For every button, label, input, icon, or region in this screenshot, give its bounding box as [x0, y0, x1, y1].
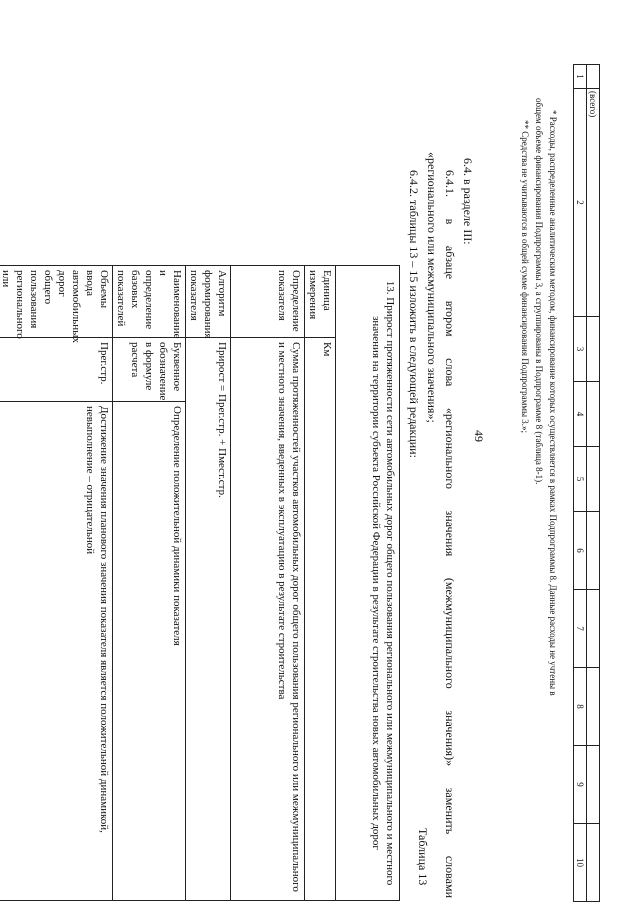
- column-number: 7: [574, 590, 587, 668]
- column-number: 6: [574, 512, 587, 590]
- page-number: 49: [472, 430, 486, 442]
- table-cell: [587, 590, 600, 668]
- table-cell: [587, 65, 600, 89]
- amendment-text: [405, 152, 477, 898]
- table-row: [231, 266, 305, 901]
- row-label: Определение показателя: [231, 266, 305, 338]
- column-number: 2: [574, 89, 587, 317]
- table-row: [305, 266, 336, 901]
- table-row: [186, 266, 231, 901]
- table-cell: [587, 668, 600, 746]
- table-row: [113, 266, 186, 901]
- row-label: Наименование и определение базовых показателей: [113, 266, 186, 338]
- column-number: 10: [574, 824, 587, 902]
- column-header: Буквенное обозначение в формуле расчета: [113, 338, 186, 402]
- table-row: [587, 65, 600, 902]
- paragraph: 6.4.1. в абзаце втором слова «регионального значения (межмуниципального значения)» заменить словами: [443, 170, 457, 898]
- funding-table-fragment: [573, 64, 600, 902]
- table-label: Таблица 13: [416, 828, 430, 886]
- footnote-1-continued: общем объеме финансирования Подпрограммы 3, а сгруппированы в Подпрограмме 8 (таблица 8-1).: [534, 98, 544, 485]
- column-number: 4: [574, 382, 587, 447]
- table-cell: [587, 824, 600, 902]
- paragraph: «регионального или межмуниципального значения»;: [425, 152, 439, 423]
- row-value: Км: [305, 338, 336, 901]
- table-cell: [587, 447, 600, 512]
- row-label: Единица измерения: [305, 266, 336, 338]
- table-title: 13. Прирост протяженности сети автомобильных дорог общего пользования регионального или межмуниципального и местного значения на территории субъекта Российской Федерации в результате строительства новых автомобильных дорог: [336, 266, 400, 901]
- row-value: Сумма протяженностей участков автомобильных дорог общего пользования регионального или межмуниципального и местного значения, введенных в эксплуатацию в результате строительства: [231, 338, 305, 901]
- table-cell: [587, 746, 600, 824]
- footnote-1: * Расходы, распределенные аналитическим методом, финансирование которых осуществляется в рамках Подпрограммы 8. Данные расходы не учтены в: [548, 110, 558, 696]
- column-header: Определение положительной динамики показателя: [113, 402, 186, 901]
- column-number: 3: [574, 317, 587, 382]
- table-cell: [587, 512, 600, 590]
- paragraph: 6.4.2. таблицы 13 – 15 изложить в следующей редакции:: [407, 170, 421, 458]
- table-row: [0, 266, 113, 901]
- footnotes: [518, 98, 560, 900]
- column-number: 8: [574, 668, 587, 746]
- indicator-table-13: [0, 265, 400, 901]
- row-value: Прирост = Прег.стр. + Пмест.стр.: [186, 338, 231, 901]
- row-label: Алгоритм формирования показателя: [186, 266, 231, 338]
- column-number: 5: [574, 447, 587, 512]
- table-cell: [587, 382, 600, 447]
- table-cell: (всего): [587, 89, 600, 317]
- column-number: 1: [574, 65, 587, 89]
- dynamics-definition: Достижение значения планового значения показателя является положительной динамикой, невыполнение – отрицательной: [0, 402, 113, 901]
- paragraph: 6.4. в разделе III:: [461, 158, 475, 245]
- formula-symbol: Прег.стр.: [0, 338, 113, 402]
- column-number: 9: [574, 746, 587, 824]
- table-row: [574, 65, 587, 902]
- table-row: [336, 266, 400, 901]
- table-cell: [587, 317, 600, 382]
- footnote-2: ** Средства не учитываются в общей сумме финансирования Подпрограммы 3.»;: [520, 120, 530, 434]
- row-label: Объемы ввода автомобильных дорог общего пользования регионального или: [0, 266, 113, 338]
